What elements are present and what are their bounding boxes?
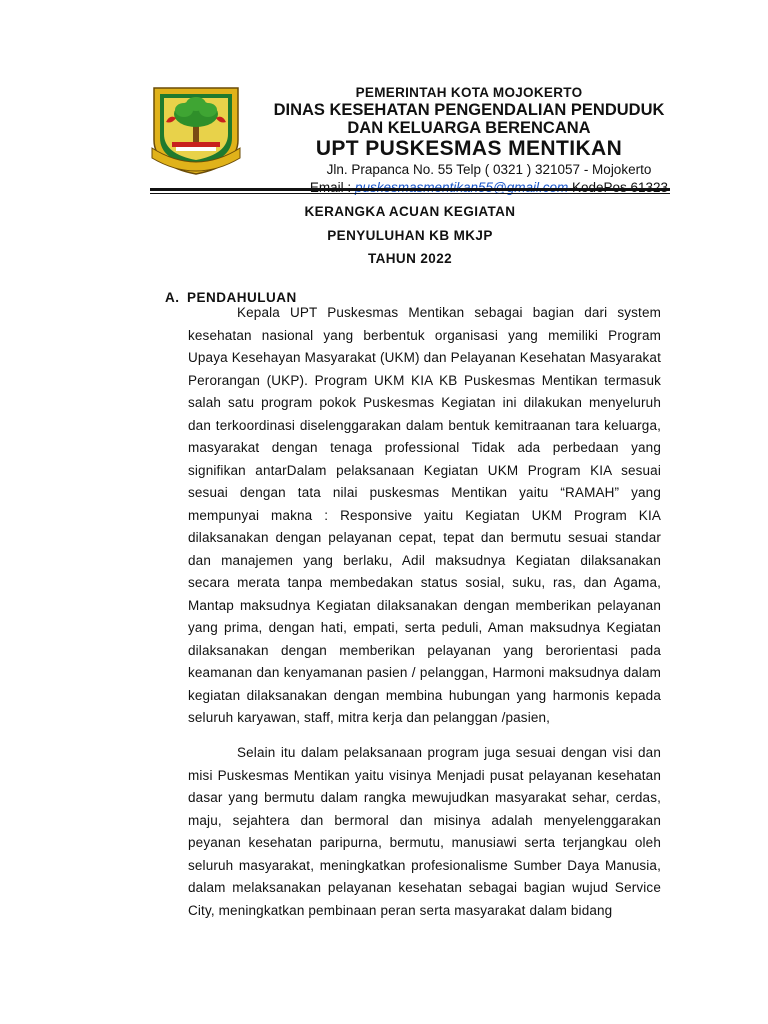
letterhead-government: PEMERINTAH KOTA MOJOKERTO xyxy=(355,85,583,100)
paragraph-intro xyxy=(188,302,661,730)
letterhead-address: Jln. Prapanca No. 55 Telp ( 0321 ) 321057 - Mojokerto xyxy=(326,162,652,177)
letterhead-agency: DINAS KESEHATAN PENGENDALIAN PENDUDUK xyxy=(273,101,665,119)
mojokerto-emblem-icon xyxy=(150,84,242,176)
paragraph-vision-mission-text: Selain itu dalam pelaksanaan program juga sesuai dengan visi dan misi Puskesmas Mentikan yaitu visinya Menjadi pusat pelayanan kesehatan dasar yang bermutu dalam rangka mewujudkan masyarakat sehar, cerdas, maju, sejahtera dan bermoral dan misinya adalah menyelenggarakan peyanan kesehatan paripurna, bermutu, manusiawi serta terjangkau oleh seluruh masyarakat, meningkatkan profesionalisme Sumber Daya Manusia, dalam melaksanakan pelayanan kesehatan sebagai bagian wujud Service City, meningkatkan pembinaan peran serta masyarakat dalam bidang xyxy=(188,745,661,918)
letterhead-divider-thin xyxy=(150,193,670,194)
section-title: PENDAHULUAN xyxy=(187,290,297,305)
letterhead-institution: UPT PUSKESMAS MENTIKAN xyxy=(315,137,623,160)
title-line-2: PENYULUHAN KB MKJP xyxy=(327,227,493,243)
title-line-3: TAHUN 2022 xyxy=(367,251,453,266)
document-title xyxy=(150,200,670,271)
paragraph-intro-text: Kepala UPT Puskesmas Mentikan sebagai bagian dari system kesehatan nasional yang berbentuk organisasi yang memiliki Program Upaya Kesehayan Masyarakat (UKM) dan Pelayanan Kesehatan Masyarakat Perorangan (UKP). Program UKM KIA KB Puskesmas Mentikan termasuk salah satu program pokok Puskesmas Kegiatan ini dilakukan menyeluruh dan terkoordinasi diselenggarakan dalam bentuk kemitraanan tara keluarga, masyarakat dengan tenaga professional Tidak ada perbedaan yang signifikan antarDalam pelaksanaan Kegiatan UKM Program KIA sesuai sesuai dengan tata nilai puskesmas Mentikan yaitu “RAMAH” yang mempunyai makna : Responsive yaitu Kegiatan UKM Program KIA dilaksanakan dengan pelayanan cepat, tepat dan bermutu sesuai standar dan manajemen yang berlaku, Adil maksudnya Kegiatan dilaksanakan secara merata tanpa membedakan status sosial, suku, ras, dan Agama, Mantap maksudnya Kegiatan dilaksanakan dengan memberikan pelayanan yang prima, dengan hati, empati, serta peduli, Aman maksudnya Kegiatan dilaksanakan dengan memberikan pelayanan yang berorientasi pada keamanan dan kenyamanan pasien / pelanggan, Harmoni maksudnya dalam kegiatan dilaksanakan dengan membina hubungan yang harmonis kepada seluruh karyawan, staff, mitra kerja dan pelanggan /pasien, xyxy=(188,305,661,725)
letterhead-agency-cont: DAN KELUARGA BERENCANA xyxy=(347,119,591,137)
letterhead-divider-thick xyxy=(150,188,670,191)
section-number: A. xyxy=(165,290,180,305)
title-line-1: KERANGKA ACUAN KEGIATAN xyxy=(304,204,516,219)
paragraph-vision-mission xyxy=(188,742,661,922)
letterhead xyxy=(250,84,688,197)
